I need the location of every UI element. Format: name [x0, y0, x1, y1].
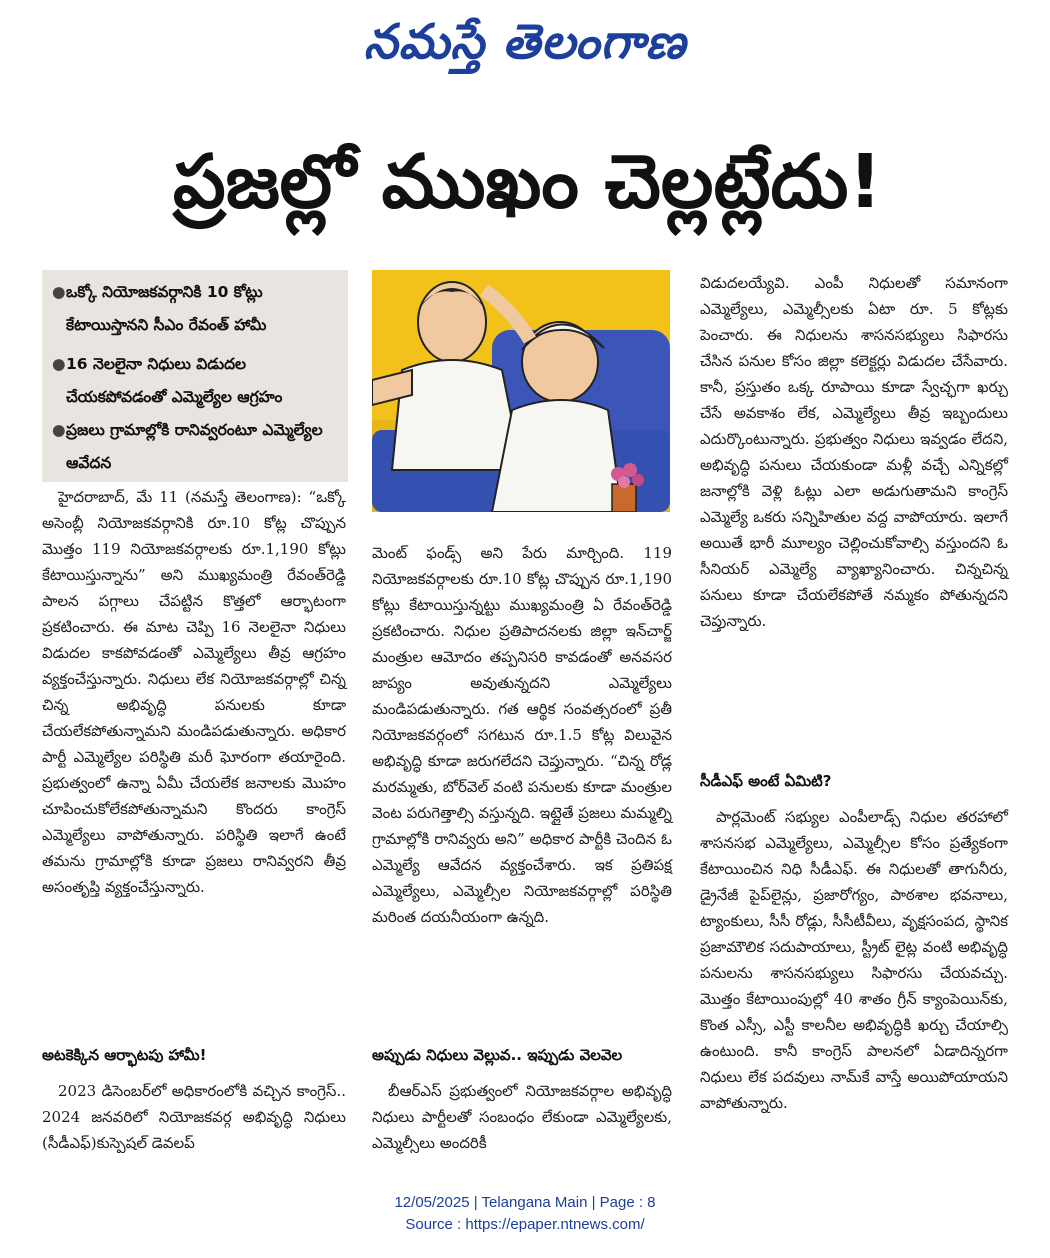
- bullet-icon: ●: [52, 421, 66, 439]
- article-column-1: [42, 484, 346, 900]
- bullet-icon: ●: [52, 283, 66, 301]
- article-paragraph: విడుదలయ్యేవి. ఎంపీ నిధులతో సమానంగా ఎమ్మెల్యేలు, ఎమ్మెల్సీలకు ఏటా రూ. 5 కోట్లకు పెంచారు. ఈ నిధులను శాసనసభ్యులు సిఫారసు చేసిన పనుల కోసం జిల్లా కలెక్టర్లు విడుదల చేసేవారు. కానీ, ప్రస్తుతం ఒక్క రూపాయి కూడా స్వేచ్ఛగా ఖర్చు చేసే అవకాశం లేక, ఎమ్మెల్యేలు తీవ్ర ఇబ్బందులు ఎదుర్కొంటున్నారు. ప్రభుత్వం నిధులు ఇవ్వడం లేదని, అభివృద్ధి పనులు చేయకుండా మళ్లీ వచ్చే ఎన్నికల్లో జనాల్లోకి వెళ్లి ఓట్లు ఎలా అడుగుతామని కాంగ్రెస్ ఎమ్మెల్యే ఒకరు సన్నిహితుల వద్ద వాపోయారు. ఇలాగే అయితే భారీ మూల్యం చెల్లించుకోవాల్సి వస్తుందని ఓ సీనియర్ ఎమ్మెల్యే వ్యాఖ్యానించారు. చిన్నచిన్న పనులు కూడా చేయలేకపోతే నమ్మకం పోతున్నదని చెప్తున్నారు.: [700, 274, 1008, 630]
- bullet-icon: ●: [52, 355, 66, 373]
- subheading: అప్పుడు నిధులు వెల్లువ.. ఇప్పుడు వెలవెల: [372, 1046, 623, 1064]
- highlight-text: 16 నెలలైనా నిధులు విడుదల చేయకపోవడంతో ఎమ్మెల్యేల ఆగ్రహం: [66, 355, 283, 406]
- newspaper-logo: నమస్తే తెలంగాణ: [363, 14, 687, 70]
- subheading: అటకెక్కిన ఆర్భాటపు హామీ!: [42, 1046, 207, 1064]
- article-column-3: [700, 270, 1008, 634]
- subheading: సీడీఎఫ్ అంటే ఏమిటి?: [700, 772, 832, 790]
- article-paragraph: పార్లమెంట్ సభ్యుల ఎంపీలాడ్స్ నిధుల తరహాలో శాసనసభ ఎమ్మెల్యేలు, ఎమ్మెల్సీల కోసం ప్రత్యేకంగా కేటాయించిన నిధి సీడీఎఫ్. ఈ నిధులతో తాగునీరు, డ్రైనేజీ పైప్‌లైన్లు, ప్రజారోగ్యం, పాఠశాల భవనాలు, ట్యాంకులు, సీసీ రోడ్లు, సీసీటీవీలు, వృక్షసంపద, స్థానిక ప్రజామౌలిక సదుపాయాలు, స్ట్రీట్ లైట్ల వంటి అభివృద్ధి పనులను శాసనసభ్యులు సిఫారసు చేయవచ్చు. మొత్తం కేటాయింపుల్లో 40 శాతం గ్రీన్ క్యాంపెయిన్‌కు, కొంత ఎస్సీ, ఎస్టీ కాలనీల అభివృద్ధికి ఖర్చు చేయాల్సి ఉంటుంది. కానీ కాంగ్రెస్ పాలనలో ఏడాదిన్నరగా నిధులు లేక పదవులు నామ్‌కే వాస్తే అయిపోయాయని వాపోతున్నారు.: [700, 808, 1008, 1112]
- highlights-box: [42, 270, 348, 482]
- article-column-3-lower: [700, 768, 1008, 1116]
- highlight-text: ఒక్కో నియోజకవర్గానికి 10 కోట్లు కేటాయిస్తానని సీఎం రేవంత్ హామీ: [66, 283, 267, 334]
- flower-vase: [612, 484, 636, 512]
- footer-source-link[interactable]: Source : https://epaper.ntnews.com/: [405, 1216, 645, 1233]
- footer-date-page: 12/05/2025 | Telangana Main | Page : 8: [394, 1194, 656, 1211]
- cartoon-illustration: [372, 270, 670, 512]
- highlight-item: [52, 414, 344, 480]
- article-paragraph: బీఆర్ఎస్ ప్రభుత్వంలో నియోజకవర్గాల అభివృద్ధి నిధులు పార్టీలతో సంబంధం లేకుండా ఎమ్మెల్యేలకు, ఎమ్మెల్సీలు అందరికీ: [372, 1082, 672, 1152]
- article-paragraph: హైదరాబాద్, మే 11 (నమస్తే తెలంగాణ): “ఒక్కో అసెంబ్లీ నియోజకవర్గానికి రూ.10 కోట్ల చొప్పున మొత్తం 119 నియోజకవర్గాలకు రూ.1,190 కోట్లు కేటాయిస్తున్నాను” అని ముఖ్యమంత్రి రేవంత్‌రెడ్డి పాలన పగ్గాలు చేపట్టిన కొత్తలో ఆర్భాటంగా ప్రకటించారు. ఈ మాట చెప్పి 16 నెలలైనా నిధులు విడుదల కాకపోవడంతో ఎమ్మెల్యేలు తీవ్ర ఆగ్రహం వ్యక్తంచేస్తున్నారు. నిధులు లేక నియోజకవర్గాల్లో చిన్న చిన్న అభివృద్ధి పనులకు కూడా చేయలేకపోతున్నామని మండిపడుతున్నారు. అధికార పార్టీ ఎమ్మెల్యేల పరిస్థితి మరీ ఘోరంగా తయారైంది. ప్రభుత్వంలో ఉన్నా ఏమీ చేయలేక జనాలకు మొహం చూపించుకోలేకపోతున్నామని కొందరు కాంగ్రెస్ ఎమ్మెల్యేలు వాపోతున్నారు. పరిస్థితి ఇలాగే ఉంటే తమను గ్రామాల్లోకి కూడా ప్రజలు రానివ్వరని తీవ్ర అసంతృప్తి వ్యక్తంచేస్తున్నారు.: [42, 488, 346, 896]
- old-man-kurta: [492, 400, 622, 512]
- man-face: [418, 282, 486, 362]
- footer: [0, 1192, 1050, 1236]
- article-paragraph: మెంట్ ఫండ్స్ అని పేరు మార్చింది. 119 నియోజకవర్గాలకు రూ.10 కోట్ల చొప్పున రూ.1,190 కోట్లు కేటాయిస్తున్నట్టు ముఖ్యమంత్రి ఏ రేవంత్‌రెడ్డి ప్రకటించారు. నిధుల ప్రతిపాదనలకు జిల్లా ఇన్‌చార్జ్ మంత్రుల ఆమోదం తప్పనిసరి కావడంతో అనవసర జాప్యం అవుతున్నదని ఎమ్మెల్యేలు మండిపడుతున్నారు. గత ఆర్థిక సంవత్సరంలో ప్రతీ నియోజకవర్గంలో సగటున రూ.1.5 కోట్ల విలువైన అభివృద్ధి కూడా జరుగలేదని చెప్తున్నారు. “చిన్న రోడ్ల మరమ్మతు, బోర్‌వెల్ వంటి పనులకు కూడా మంత్రుల వెంట పరుగెత్తాల్సి వస్తున్నది. ఇట్లైతే ప్రజలు మమ్మల్ని గ్రామాల్లోకి రానివ్వరు అని” అధికార పార్టీకి చెందిన ఓ ఎమ్మెల్యే ఆవేదన వ్యక్తంచేశారు. ఇక ప్రతిపక్ష ఎమ్మెల్యేలు, ఎమ్మెల్సీల నియోజకవర్గాల్లో పరిస్థితి మరింత దయనీయంగా ఉన్నది.: [372, 544, 672, 926]
- highlight-item: [52, 348, 344, 414]
- page-title: ప్రజల్లో ముఖం చెల్లట్లేదు!: [172, 139, 883, 225]
- article-column-2: [372, 540, 672, 930]
- highlight-text: ప్రజలు గ్రామాల్లోకి రానివ్వరంటూ ఎమ్మెల్యేల ఆవేదన: [66, 421, 323, 472]
- masthead: [0, 6, 1050, 78]
- article-column-1-lower: [42, 1042, 346, 1156]
- article-paragraph: 2023 డిసెంబర్‌లో అధికారంలోకి వచ్చిన కాంగ్రెస్.. 2024 జనవరిలో నియోజకవర్గ అభివృద్ధి నిధులు (సీడీఎఫ్)కుస్పెషల్ డెవలప్: [42, 1082, 346, 1152]
- article-column-2-lower: [372, 1042, 672, 1156]
- highlight-item: [52, 276, 344, 342]
